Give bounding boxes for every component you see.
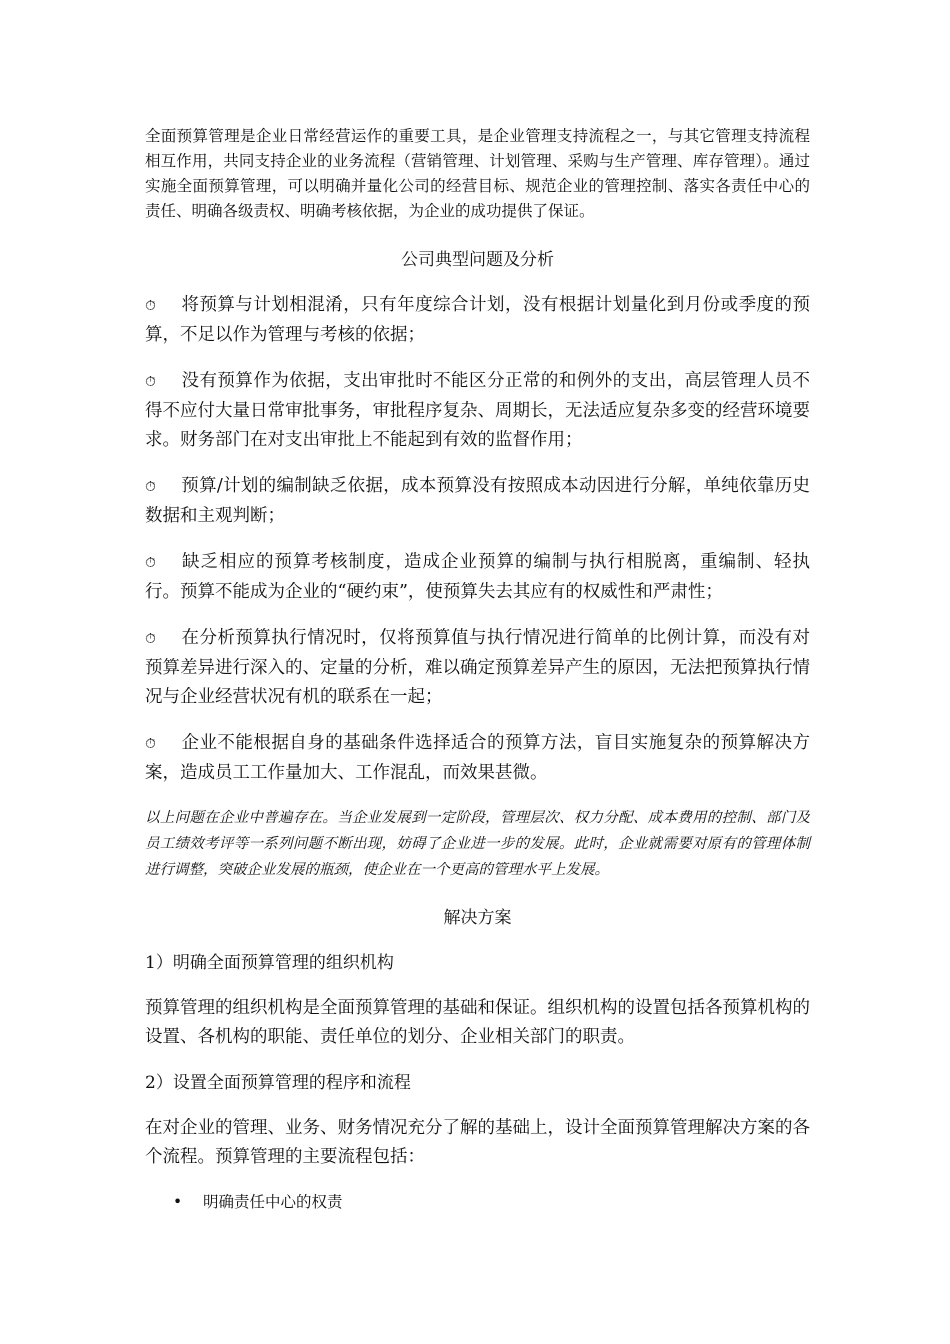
issue-item: ⏱ 预算/计划的编制缺乏依据，成本预算没有按照成本动因进行分解，单纯依靠历史数据和主观判断； — [145, 472, 810, 531]
step-1-title: 1）明确全面预算管理的组织机构 — [145, 953, 394, 973]
list-item: • 明确责任中心的权责 — [173, 1189, 810, 1215]
clock-icon: ⏱ — [145, 374, 156, 390]
issue-item: ⏱ 缺乏相应的预算考核制度，造成企业预算的编制与执行相脱离，重编制、轻执行。预算不能成为企业的“硬约束”，使预算失去其应有的权威性和严肃性； — [145, 548, 810, 607]
flow-list — [145, 1189, 810, 1215]
section-heading-problems: 公司典型问题及分析 — [401, 250, 554, 270]
issue-item: ⏱ 在分析预算执行情况时，仅将预算值与执行情况进行简单的比例计算，而没有对预算差异进行深入的、定量的分析，难以确定预算差异产生的原因，无法把预算执行情况与企业经营状况有机的联系在一起； — [145, 624, 810, 712]
issue-item: ⏱ 企业不能根据自身的基础条件选择适合的预算方法，盲目实施复杂的预算解决方案，造成员工工作量加大、工作混乱，而效果甚微。 — [145, 729, 810, 788]
step-2-title: 2）设置全面预算管理的程序和流程 — [145, 1073, 411, 1093]
intro-paragraph: 全面预算管理是企业日常经营运作的重要工具，是企业管理支持流程之一，与其它管理支持流程相互作用，共同支持企业的业务流程（营销管理、计划管理、采购与生产管理、库存管理）。通过实施全面预算管理，可以明确并量化公司的经营目标、规范企业的管理控制、落实各责任中心的责任、明确各级责权、明确考核依据，为企业的成功提供了保证。 — [145, 127, 810, 220]
clock-icon: ⏱ — [145, 479, 156, 495]
clock-icon: ⏱ — [145, 736, 156, 752]
issue-list — [145, 291, 810, 788]
issue-item: ⏱ 没有预算作为依据，支出审批时不能区分正常的和例外的支出，高层管理人员不得不应付大量日常审批事务，审批程序复杂、周期长，无法适应复杂多变的经营环境要求。财务部门在对支出审批上不能起到有效的监督作用； — [145, 367, 810, 455]
document-page — [145, 124, 810, 1215]
clock-icon: ⏱ — [145, 631, 156, 647]
clock-icon: ⏱ — [145, 298, 156, 314]
section-heading-solution: 解决方案 — [443, 908, 512, 928]
step-2-text: 在对企业的管理、业务、财务情况充分了解的基础上，设计全面预算管理解决方案的各个流程。预算管理的主要流程包括： — [145, 1118, 810, 1167]
bullet-dot-icon: • — [173, 1193, 183, 1211]
step-1-text: 预算管理的组织机构是全面预算管理的基础和保证。组织机构的设置包括各预算机构的设置、各机构的职能、责任单位的划分、企业相关部门的职责。 — [145, 998, 810, 1047]
issue-item: ⏱ 将预算与计划相混淆，只有年度综合计划，没有根据计划量化到月份或季度的预算，不足以作为管理与考核的依据； — [145, 291, 810, 350]
summary-paragraph: 以上问题在企业中普遍存在。当企业发展到一定阶段，管理层次、权力分配、成本费用的控制、部门及员工绩效考评等一系列问题不断出现，妨碍了企业进一步的发展。此时，企业就需要对原有的管理体制进行调整，突破企业发展的瓶颈，使企业在一个更高的管理水平上发展。 — [145, 810, 810, 878]
clock-icon: ⏱ — [145, 555, 156, 571]
